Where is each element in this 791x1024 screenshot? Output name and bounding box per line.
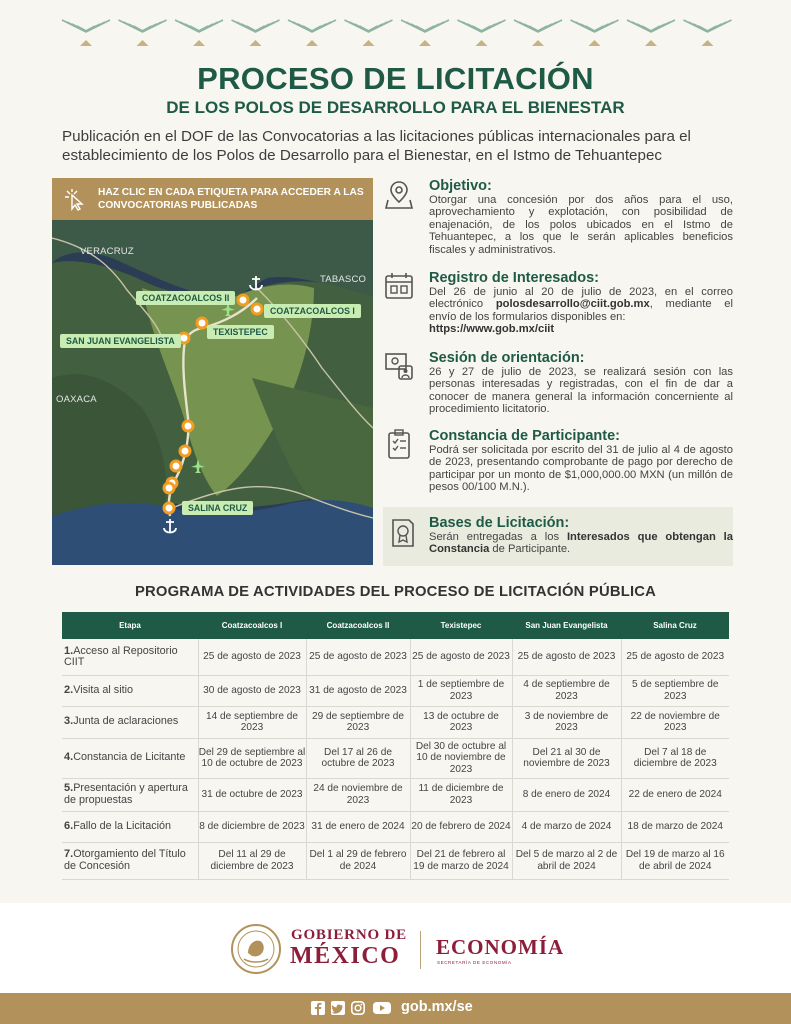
instagram-icon[interactable] xyxy=(351,1001,365,1015)
pole-marker xyxy=(164,483,174,493)
bases-text-post: de Participante. xyxy=(489,543,571,556)
gobierno-logo-line2: MÉXICO xyxy=(290,943,401,969)
clipboard-icon xyxy=(383,428,415,460)
pattern-motif xyxy=(401,20,449,46)
date-cell: 24 de noviembre de 2023 xyxy=(306,778,410,811)
date-cell: Del 29 de septiembre al 10 de octubre de 2023 xyxy=(198,738,306,778)
etapa-number: 4. xyxy=(64,751,74,764)
economia-logo-subtitle: SECRETARÍA DE ECONOMÍA xyxy=(437,960,512,965)
pattern-motif xyxy=(627,20,675,46)
date-cell: 3 de noviembre de 2023 xyxy=(512,706,621,738)
pattern-motif xyxy=(175,20,223,46)
twitter-icon[interactable] xyxy=(331,1001,345,1015)
constancia-title: Constancia de Participante: xyxy=(429,428,620,444)
date-cell: Del 30 de octubre al 10 de noviembre de 2023 xyxy=(410,738,512,778)
date-cell: 14 de septiembre de 2023 xyxy=(198,706,306,738)
pole-label-coatzacoalcos-i[interactable]: COATZACOALCOS I xyxy=(264,304,361,318)
social-bar xyxy=(0,993,791,1024)
bases-text-bold: Interesados que obtengan la Constancia xyxy=(429,531,733,556)
gobierno-logo-line1: GOBIERNO DE xyxy=(291,927,407,943)
etapa-label: Fallo de la Licitación xyxy=(73,819,172,832)
date-cell: 4 de septiembre de 2023 xyxy=(512,675,621,706)
date-cell: 22 de enero de 2024 xyxy=(621,778,729,811)
etapa-cell xyxy=(62,675,198,706)
etapa-number: 3. xyxy=(64,715,74,728)
objetivo-title: Objetivo: xyxy=(429,178,492,194)
date-cell: 20 de febrero de 2024 xyxy=(410,811,512,842)
decorative-pattern xyxy=(58,8,734,48)
pattern-motif xyxy=(345,20,393,46)
date-cell: 25 de agosto de 2023 xyxy=(512,639,621,675)
certificate-icon xyxy=(387,517,419,549)
page-title: PROCESO DE LICITACIÓN xyxy=(197,61,594,96)
date-cell: 25 de agosto de 2023 xyxy=(306,639,410,675)
pattern-motif xyxy=(458,20,506,46)
date-cell: 29 de septiembre de 2023 xyxy=(306,706,410,738)
schedule-header-cell: Coatzacoalcos I xyxy=(198,612,306,639)
registro-url-link[interactable]: https://www.gob.mx/ciit xyxy=(429,323,555,336)
schedule-header-cell: Texistepec xyxy=(410,612,512,639)
date-cell: 31 de octubre de 2023 xyxy=(198,778,306,811)
map-pin-icon xyxy=(383,178,415,210)
pattern-motif xyxy=(684,20,732,46)
etapa-number: 5. xyxy=(64,782,74,795)
registro-email-link[interactable]: polosdesarrollo@ciit.gob.mx xyxy=(495,298,650,311)
pole-marker xyxy=(238,295,248,305)
date-cell: Del 19 de marzo al 16 de abril de 2024 xyxy=(621,842,729,879)
pole-marker xyxy=(180,446,190,456)
etapa-label: Visita al sitio xyxy=(73,683,133,696)
bases-text xyxy=(429,531,733,556)
etapa-label: Junta de aclaraciones xyxy=(73,715,179,728)
date-cell: 8 de diciembre de 2023 xyxy=(198,811,306,842)
section-bases xyxy=(383,507,733,566)
etapa-number: 6. xyxy=(64,819,74,832)
pole-marker xyxy=(171,461,181,471)
state-label-oaxaca: OAXACA xyxy=(56,394,97,405)
facebook-icon[interactable] xyxy=(311,1001,325,1015)
date-cell: 13 de octubre de 2023 xyxy=(410,706,512,738)
intro-text: Publicación en el DOF de las Convocatorias a las licitaciones públicas internacionales para el establecimiento de los Polos de Desarrollo para el Bienestar, en el Istmo de Tehuantepec xyxy=(62,128,691,164)
table-row xyxy=(62,706,729,738)
date-cell: 4 de marzo de 2024 xyxy=(512,811,621,842)
pattern-motif xyxy=(62,20,110,46)
date-cell: 30 de agosto de 2023 xyxy=(198,675,306,706)
etapa-number: 2. xyxy=(64,683,74,696)
map-banner-text: HAZ CLIC EN CADA ETIQUETA PARA ACCEDER A LAS CONVOCATORIAS PUBLICADAS xyxy=(98,187,364,211)
registro-text xyxy=(429,286,733,336)
constancia-text: Podrá ser solicitada por escrito del 31 de julio al 4 de agosto de 2023, presentando comprobante de pago por derecho de participar por un monto de $1,000,000.00 MXN (un millón de pesos 00/100 M.N.). xyxy=(429,444,733,494)
logo-divider xyxy=(420,931,421,969)
mexico-seal-logo xyxy=(230,923,282,975)
footer xyxy=(0,903,791,993)
bases-title: Bases de Licitación: xyxy=(429,515,570,531)
table-row xyxy=(62,639,729,675)
date-cell: Del 17 al 26 de octubre de 2023 xyxy=(306,738,410,778)
schedule-header-cell: Etapa xyxy=(62,612,198,639)
date-cell: Del 11 al 29 de diciembre de 2023 xyxy=(198,842,306,879)
footer-site-link[interactable]: gob.mx/se xyxy=(401,999,473,1015)
section-sesion xyxy=(383,350,733,416)
etapa-cell xyxy=(62,639,198,675)
registro-text-pre: Del 26 de junio al 20 de julio de 2023, en el correo electrónico xyxy=(429,286,733,311)
state-label-tabasco: TABASCO xyxy=(320,274,367,285)
presentation-icon xyxy=(383,350,415,382)
schedule-header-cell: Salina Cruz xyxy=(621,612,729,639)
date-cell: 25 de agosto de 2023 xyxy=(198,639,306,675)
page-subtitle: DE LOS POLOS DE DESARROLLO PARA EL BIENESTAR xyxy=(166,98,625,117)
pattern-motif xyxy=(119,20,167,46)
pattern-motif xyxy=(288,20,336,46)
pole-label-texistepec[interactable]: TEXISTEPEC xyxy=(207,325,274,339)
schedule-body xyxy=(62,639,729,879)
etapa-cell xyxy=(62,738,198,778)
date-cell: 18 de marzo de 2024 xyxy=(621,811,729,842)
pole-marker xyxy=(197,318,207,328)
date-cell: 11 de diciembre de 2023 xyxy=(410,778,512,811)
etapa-label: Constancia de Licitante xyxy=(73,751,186,764)
isthmus-map xyxy=(52,178,373,565)
bases-text-pre: Serán entregadas a los xyxy=(429,531,567,543)
schedule-table xyxy=(62,612,729,880)
etapa-label: Presentación y apertura de propuestas xyxy=(64,782,188,806)
state-label-veracruz: VERACRUZ xyxy=(80,246,134,257)
pole-marker xyxy=(183,421,193,431)
pattern-motif xyxy=(514,20,562,46)
youtube-icon[interactable] xyxy=(373,1001,391,1015)
map-banner xyxy=(52,178,373,220)
sesion-text: 26 y 27 de julio de 2023, se realizará sesión con las personas interesadas y registradas, con el fin de dar a conocer de manera general la información concerniente al procedimiento licitatorio. xyxy=(429,366,733,416)
etapa-cell xyxy=(62,811,198,842)
etapa-cell xyxy=(62,778,198,811)
date-cell: 31 de agosto de 2023 xyxy=(306,675,410,706)
section-constancia xyxy=(383,428,733,494)
date-cell: Del 21 de febrero al 19 de marzo de 2024 xyxy=(410,842,512,879)
table-row xyxy=(62,778,729,811)
etapa-number: 7. xyxy=(64,848,74,861)
section-registro xyxy=(383,270,733,336)
schedule-header-row xyxy=(62,612,729,639)
date-cell: Del 21 al 30 de noviembre de 2023 xyxy=(512,738,621,778)
date-cell: 31 de enero de 2024 xyxy=(306,811,410,842)
click-cursor-icon xyxy=(62,187,88,211)
schedule-header-cell: Coatzacoalcos II xyxy=(306,612,410,639)
schedule-title: PROGRAMA DE ACTIVIDADES DEL PROCESO DE LICITACIÓN PÚBLICA xyxy=(134,584,657,600)
date-cell: 25 de agosto de 2023 xyxy=(621,639,729,675)
pole-label-san-juan-evangelista[interactable]: SAN JUAN EVANGELISTA xyxy=(60,334,181,348)
pattern-motif xyxy=(571,20,619,46)
date-cell: 8 de enero de 2024 xyxy=(512,778,621,811)
pattern-motif xyxy=(232,20,280,46)
date-cell: 22 de noviembre de 2023 xyxy=(621,706,729,738)
registro-title: Registro de Interesados: xyxy=(429,270,600,286)
calendar-icon xyxy=(383,270,415,302)
date-cell: Del 5 de marzo al 2 de abril de 2024 xyxy=(512,842,621,879)
table-row xyxy=(62,675,729,706)
etapa-cell xyxy=(62,706,198,738)
table-row xyxy=(62,842,729,879)
etapa-label: Otorgamiento del Título de Concesión xyxy=(64,848,186,872)
etapa-label: Acceso al Repositorio CIIT xyxy=(64,644,178,668)
pole-marker xyxy=(164,503,174,513)
pole-label-coatzacoalcos-ii[interactable]: COATZACOALCOS II xyxy=(136,291,235,305)
etapa-cell xyxy=(62,842,198,879)
pole-label-salina-cruz[interactable]: SALINA CRUZ xyxy=(182,501,253,515)
date-cell: 5 de septiembre de 2023 xyxy=(621,675,729,706)
pole-marker xyxy=(252,304,262,314)
sesion-title: Sesión de orientación: xyxy=(429,350,585,366)
date-cell: Del 7 al 18 de diciembre de 2023 xyxy=(621,738,729,778)
table-row xyxy=(62,738,729,778)
table-row xyxy=(62,811,729,842)
section-objetivo xyxy=(383,178,733,256)
date-cell: 1 de septiembre de 2023 xyxy=(410,675,512,706)
etapa-number: 1. xyxy=(64,644,74,657)
registro-text-post: , mediante el envío de los formularios disponibles en: xyxy=(429,298,733,323)
schedule-header-cell: San Juan Evangelista xyxy=(512,612,621,639)
economia-logo: ECONOMÍA xyxy=(436,935,565,959)
date-cell: Del 1 al 29 de febrero de 2024 xyxy=(306,842,410,879)
date-cell: 25 de agosto de 2023 xyxy=(410,639,512,675)
objetivo-text: Otorgar una concesión por dos años para el uso, aprovechamiento y explotación, con posibilidad de enajenación, de los polos ubicados en el Istmo de Tehuantepec, a los que le serán aplicables beneficios fiscales y administrativos. xyxy=(429,194,733,256)
